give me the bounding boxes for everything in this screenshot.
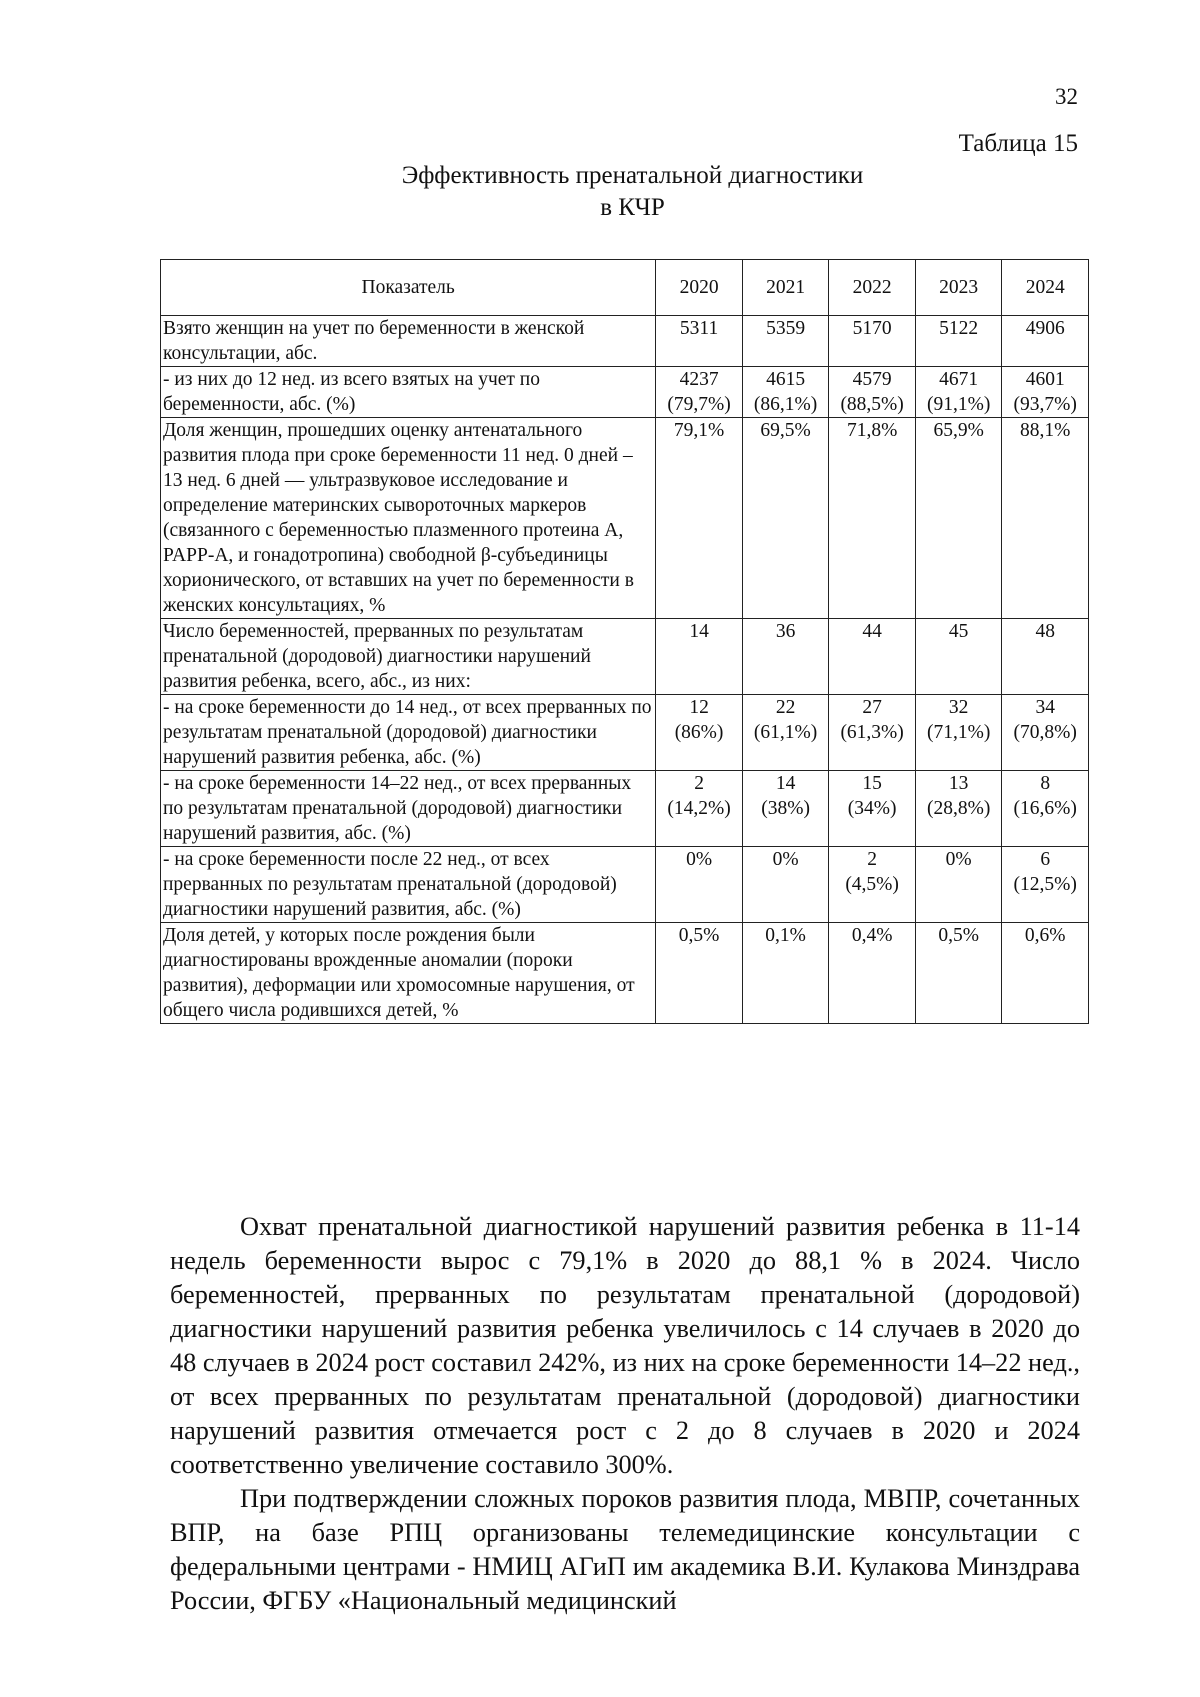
header-year-2023: 2023	[915, 260, 1002, 316]
cell-value: 32 (71,1%)	[915, 695, 1002, 771]
header-year-2020: 2020	[656, 260, 743, 316]
cell-value: 44	[829, 619, 916, 695]
cell-value: 36	[742, 619, 829, 695]
row-label: - из них до 12 нед. из всего взятых на учет по беременности, абс. (%)	[161, 367, 656, 418]
cell-value: 4579 (88,5%)	[829, 367, 916, 418]
cell-value: 0,4%	[829, 923, 916, 1024]
table-row	[161, 771, 1089, 847]
header-year-2021: 2021	[742, 260, 829, 316]
cell-value: 4906	[1002, 316, 1089, 367]
cell-value: 88,1%	[1002, 418, 1089, 619]
cell-value: 14 (38%)	[742, 771, 829, 847]
cell-value: 2 (14,2%)	[656, 771, 743, 847]
cell-value: 34 (70,8%)	[1002, 695, 1089, 771]
table-row	[161, 367, 1089, 418]
title-line-2: в КЧР	[600, 194, 665, 221]
cell-value: 8 (16,6%)	[1002, 771, 1089, 847]
row-label: Доля детей, у которых после рождения были диагностированы врожденные аномалии (пороки развития), деформации или хромосомные нарушения, от общего числа родившихся детей, %	[161, 923, 656, 1024]
header-year-2024: 2024	[1002, 260, 1089, 316]
table-row	[161, 418, 1089, 619]
cell-value: 79,1%	[656, 418, 743, 619]
header-indicator: Показатель	[161, 260, 656, 316]
cell-value: 71,8%	[829, 418, 916, 619]
row-label: - на сроке беременности после 22 нед., от всех прерванных по результатам пренатальной (дородовой) диагностики нарушений развития, абс. (%)	[161, 847, 656, 923]
cell-value: 12 (86%)	[656, 695, 743, 771]
cell-value: 22 (61,1%)	[742, 695, 829, 771]
cell-value: 0,5%	[915, 923, 1002, 1024]
cell-value: 4237 (79,7%)	[656, 367, 743, 418]
row-label: - на сроке беременности 14–22 нед., от всех прерванных по результатам пренатальной (дородовой) диагностики нарушений развития, абс. (%)	[161, 771, 656, 847]
table-label: Таблица 15	[958, 130, 1078, 157]
cell-value: 5359	[742, 316, 829, 367]
cell-value: 4601 (93,7%)	[1002, 367, 1089, 418]
table-row	[161, 316, 1089, 367]
cell-value: 0,5%	[656, 923, 743, 1024]
cell-value: 4671 (91,1%)	[915, 367, 1002, 418]
cell-value: 0%	[915, 847, 1002, 923]
cell-value: 4615 (86,1%)	[742, 367, 829, 418]
header-year-2022: 2022	[829, 260, 916, 316]
title-line-1: Эффективность пренатальной диагностики	[401, 162, 864, 189]
cell-value: 0%	[656, 847, 743, 923]
page-number: 32	[1055, 84, 1078, 109]
cell-value: 45	[915, 619, 1002, 695]
cell-value: 2 (4,5%)	[829, 847, 916, 923]
row-label: Доля женщин, прошедших оценку антенатального развития плода при сроке беременности 11 нед. 0 дней – 13 нед. 6 дней — ультразвуковое исследование и определение материнских сывороточных маркеров (связанного с беременностью плазменного протеина А, PAPP-A, и гонадотропина) свободной β-субъединицы хорионического, от вставших на учет по беременности в женских консультациях, %	[161, 418, 656, 619]
row-label: Число беременностей, прерванных по результатам пренатальной (дородовой) диагностики нарушений развития ребенка, всего, абс., из них:	[161, 619, 656, 695]
cell-value: 0,1%	[742, 923, 829, 1024]
row-label: - на сроке беременности до 14 нед., от всех прерванных по результатам пренатальной (дородовой) диагностики нарушений развития ребенка, абс. (%)	[161, 695, 656, 771]
row-label: Взято женщин на учет по беременности в женской консультации, абс.	[161, 316, 656, 367]
paragraph: Охват пренатальной диагностикой нарушений развития ребенка в 11-14 недель беременности вырос с 79,1% в 2020 до 88,1 % в 2024. Число беременностей, прерванных по результатам пренатальной (дородовой) диагностики нарушений развития ребенка увеличилось с 14 случаев в 2020 до 48 случаев в 2024 рост составил 242%, из них на сроке беременности 14–22 нед., от всех прерванных по результатам пренатальной (дородовой) диагностики нарушений развития отмечается рост с 2 до 8 случаев в 2020 и 2024 соответственно увеличение составило 300%.	[170, 1212, 1080, 1479]
cell-value: 27 (61,3%)	[829, 695, 916, 771]
table-row	[161, 847, 1089, 923]
table-row	[161, 923, 1089, 1024]
cell-value: 0,6%	[1002, 923, 1089, 1024]
table-row	[161, 619, 1089, 695]
cell-value: 13 (28,8%)	[915, 771, 1002, 847]
paragraph: При подтверждении сложных пороков развития плода, МВПР, сочетанных ВПР, на базе РПЦ организованы телемедицинские консультации с федеральными центрами - НМИЦ АГиП им академика В.И. Кулакова Минздрава России, ФГБУ «Национальный медицинский	[170, 1484, 1080, 1615]
cell-value: 69,5%	[742, 418, 829, 619]
cell-value: 15 (34%)	[829, 771, 916, 847]
prenatal-diagnostics-table	[160, 259, 1089, 1024]
body-text	[170, 1210, 1080, 1618]
table-header-row	[161, 260, 1089, 316]
cell-value: 5311	[656, 316, 743, 367]
cell-value: 5122	[915, 316, 1002, 367]
table-row	[161, 695, 1089, 771]
cell-value: 0%	[742, 847, 829, 923]
cell-value: 5170	[829, 316, 916, 367]
cell-value: 14	[656, 619, 743, 695]
table-title	[0, 160, 1200, 224]
cell-value: 6 (12,5%)	[1002, 847, 1089, 923]
cell-value: 48	[1002, 619, 1089, 695]
cell-value: 65,9%	[915, 418, 1002, 619]
